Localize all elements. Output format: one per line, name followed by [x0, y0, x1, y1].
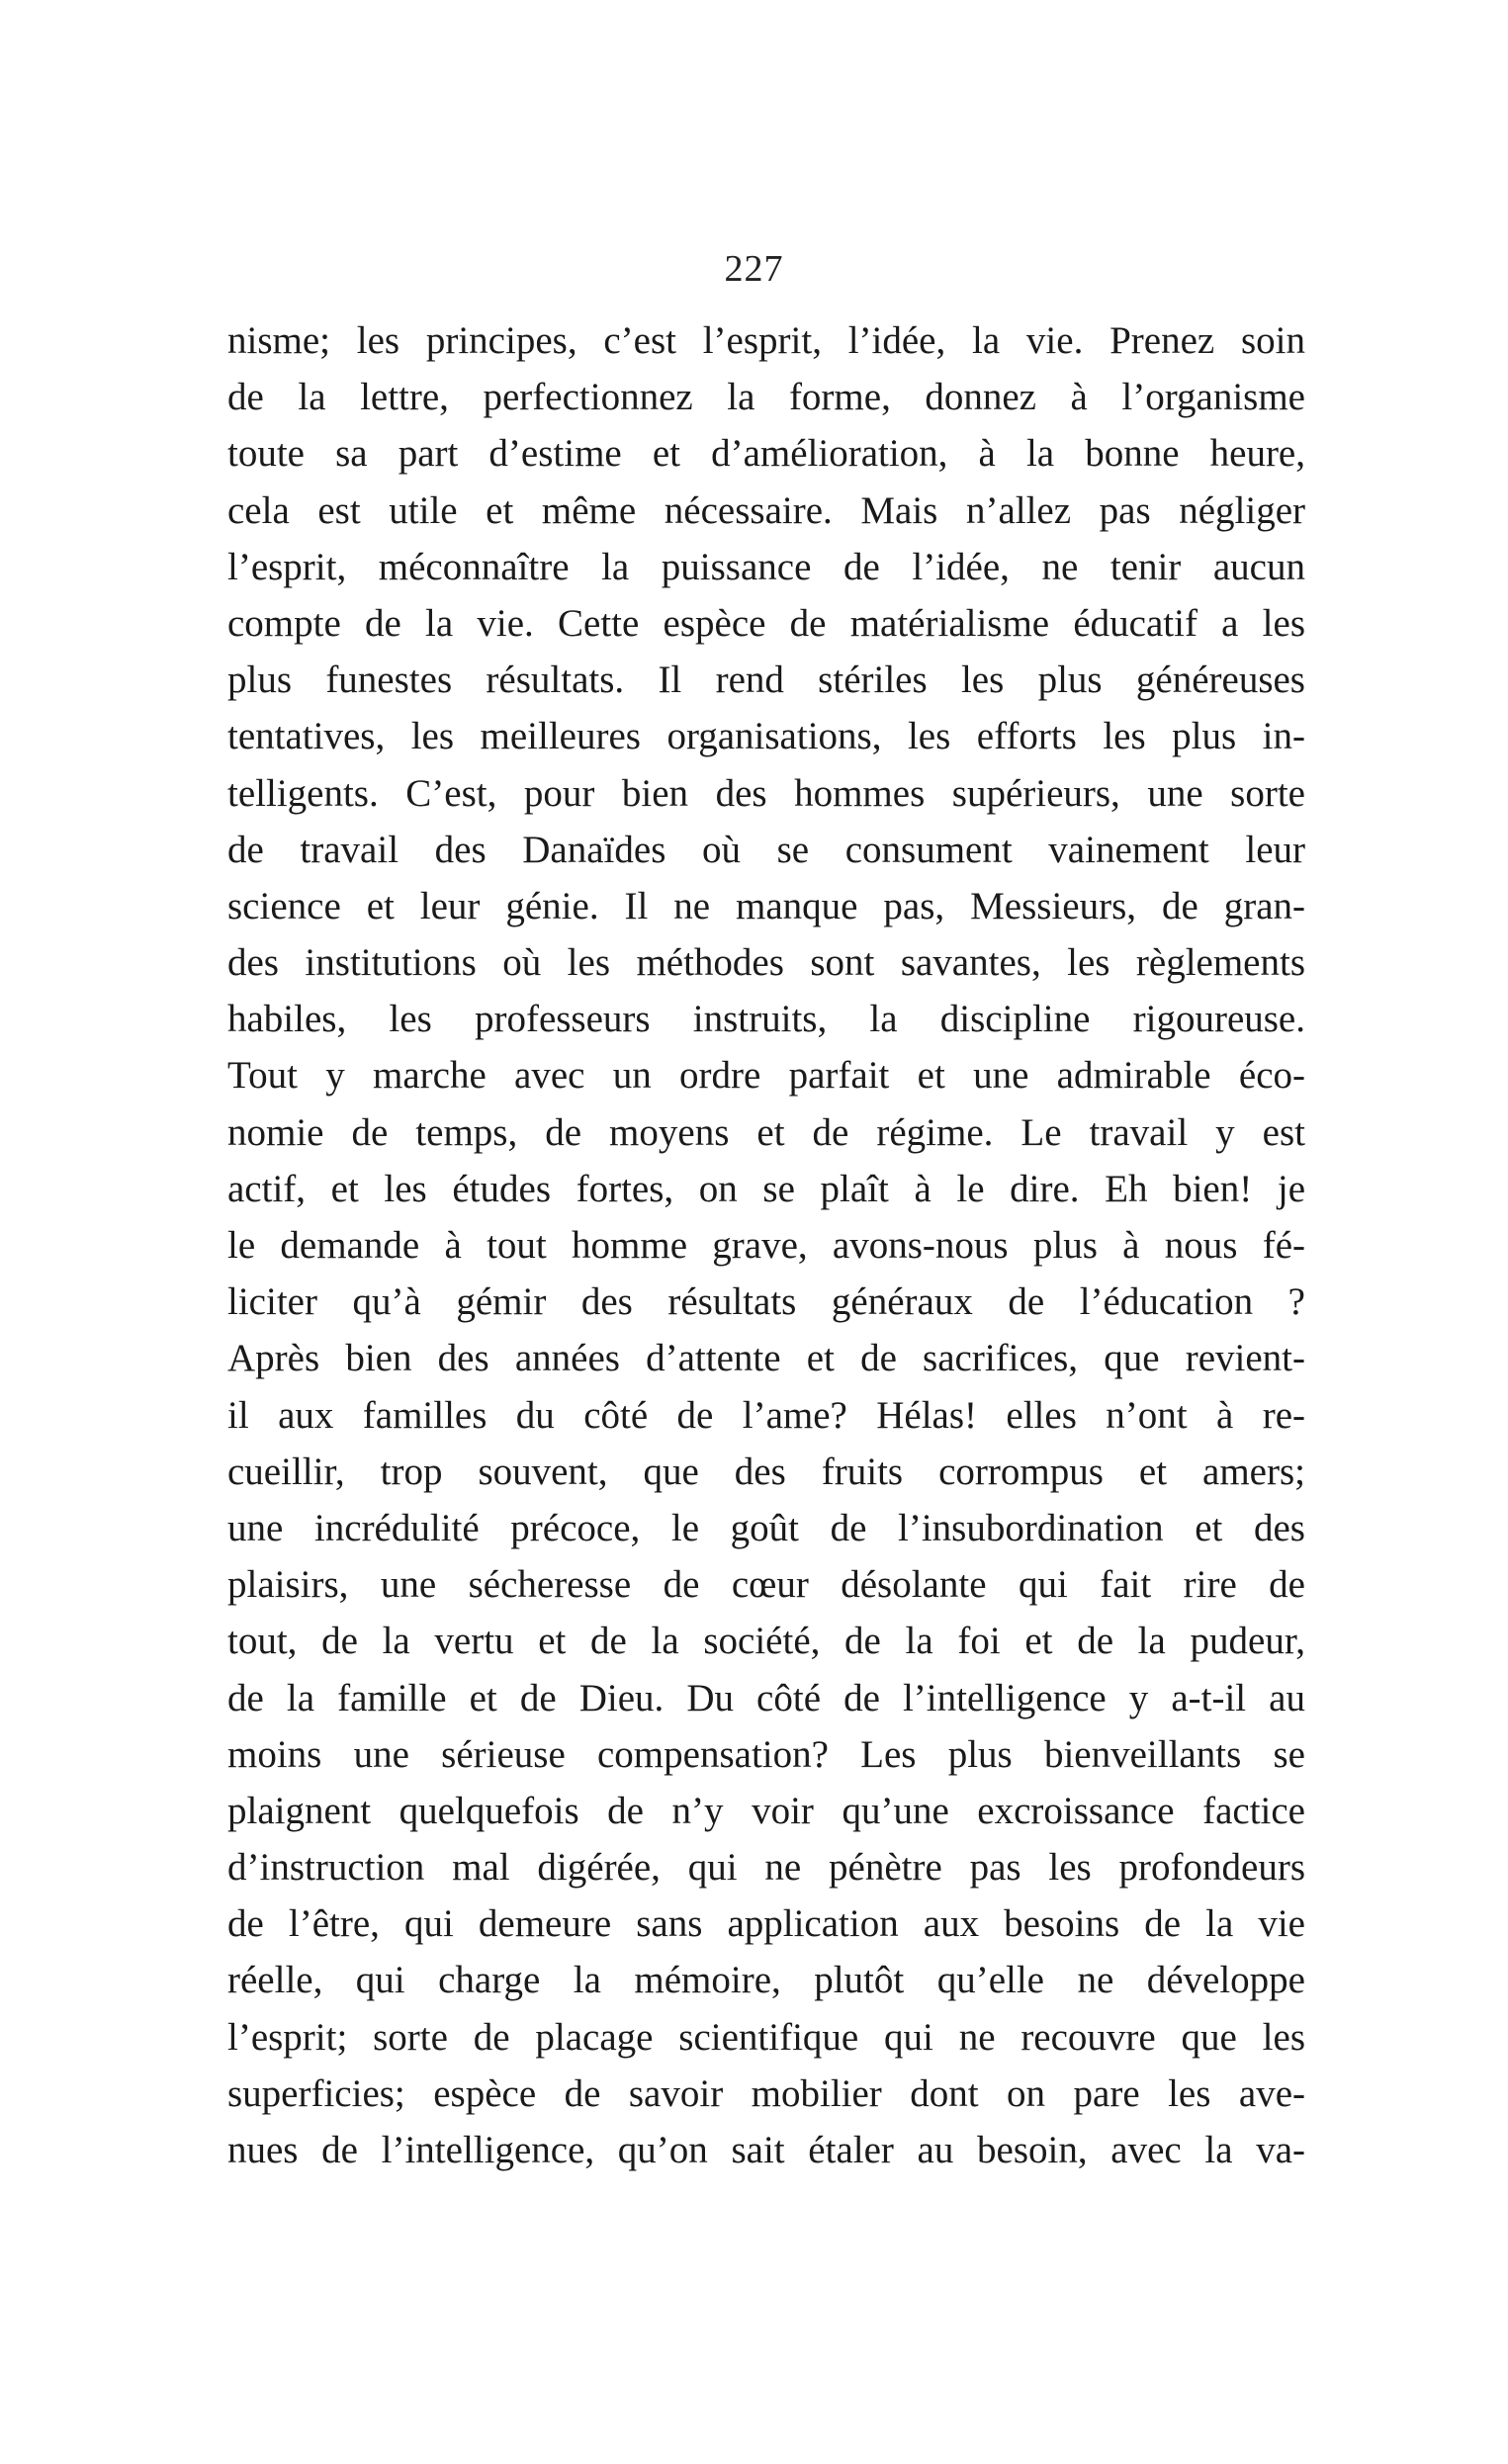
text-line: d’instruction mal digérée, qui ne pénètre pas les profondeurs	[227, 1846, 1305, 1890]
text-line: l’esprit; sorte de placage scientifique qui ne recouvre que les	[227, 2015, 1305, 2059]
text-line: cela est utile et même nécessaire. Mais n’allez pas négliger	[227, 488, 1305, 532]
text-line: plaignent quelquefois de n’y voir qu’une excroissance factice	[227, 1789, 1305, 1832]
text-line: Après bien des années d’attente et de sacrifices, que revient-	[227, 1337, 1305, 1380]
text-line: le demande à tout homme grave, avons-nous plus à nous fé-	[227, 1224, 1305, 1267]
text-line: des institutions où les méthodes sont savantes, les règlements	[227, 941, 1305, 985]
text-line: plus funestes résultats. Il rend stériles les plus généreuses	[227, 659, 1305, 702]
text-line: de travail des Danaïdes où se consument vainement leur	[227, 828, 1305, 871]
text-line: réelle, qui charge la mémoire, plutôt qu’elle ne développe	[227, 1959, 1305, 2002]
text-line: toute sa part d’estime et d’amélioration, à la bonne heure,	[227, 432, 1305, 476]
text-line: habiles, les professeurs instruits, la discipline rigoureuse.	[227, 998, 1305, 1041]
text-line: de l’être, qui demeure sans application aux besoins de la vie	[227, 1902, 1305, 1946]
text-line: de la famille et de Dieu. Du côté de l’intelligence y a-t-il au	[227, 1676, 1305, 1719]
text-line: plaisirs, une sécheresse de cœur désolante qui fait rire de	[227, 1563, 1305, 1607]
text-line: science et leur génie. Il ne manque pas, Messieurs, de gran-	[227, 884, 1305, 927]
text-line: moins une sérieuse compensation? Les plus bienveillants se	[227, 1732, 1305, 1776]
text-line: liciter qu’à gémir des résultats généraux de l’éducation ?	[227, 1280, 1305, 1324]
text-line: nisme; les principes, c’est l’esprit, l’idée, la vie. Prenez soin	[227, 319, 1305, 362]
text-line: tout, de la vertu et de la société, de la foi et de la pudeur,	[227, 1620, 1305, 1663]
text-line: de la lettre, perfectionnez la forme, donnez à l’organisme	[227, 376, 1305, 419]
text-line: actif, et les études fortes, on se plaît à le dire. Eh bien! je	[227, 1167, 1305, 1210]
text-line: superficies; espèce de savoir mobilier dont on pare les ave-	[227, 2071, 1305, 2115]
page-number: 227	[724, 248, 784, 290]
text-line: nomie de temps, de moyens et de régime. Le travail y est	[227, 1110, 1305, 1154]
text-line: compte de la vie. Cette espèce de matérialisme éducatif a les	[227, 601, 1305, 645]
text-line: Tout y marche avec un ordre parfait et une admirable éco-	[227, 1054, 1305, 1098]
text-line: l’esprit, méconnaître la puissance de l’idée, ne tenir aucun	[227, 545, 1305, 588]
text-line: cueillir, trop souvent, que des fruits corrompus et amers;	[227, 1450, 1305, 1493]
text-line: nues de l’intelligence, qu’on sait étaler au besoin, avec la va-	[227, 2129, 1305, 2171]
text-line: telligents. C’est, pour bien des hommes supérieurs, une sorte	[227, 771, 1305, 815]
body-text	[227, 312, 1305, 2178]
text-line: il aux familles du côté de l’ame? Hélas! elles n’ont à re-	[227, 1393, 1305, 1437]
text-line: tentatives, les meilleures organisations, les efforts les plus in-	[227, 715, 1305, 758]
text-line: une incrédulité précoce, le goût de l’insubordination et des	[227, 1506, 1305, 1549]
